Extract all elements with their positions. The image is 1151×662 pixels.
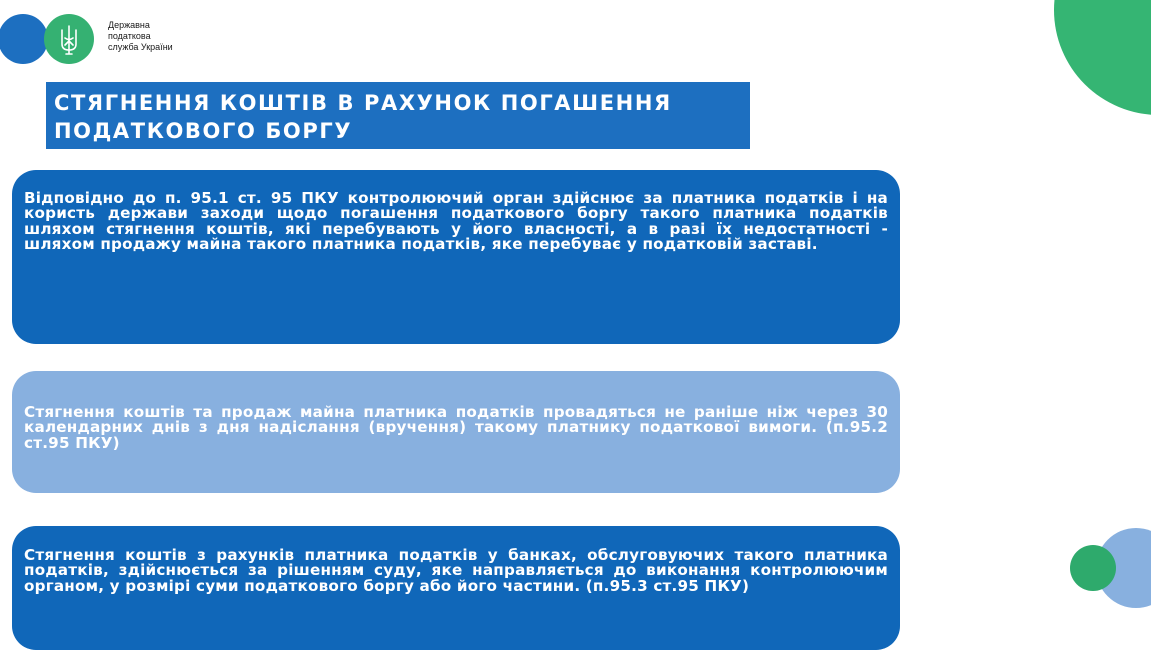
logo-text-line-3: служба України (108, 42, 173, 52)
info-card-3 (12, 526, 900, 650)
page-title-line-1: СТЯГНЕННЯ КОШТІВ В РАХУНОК ПОГАШЕННЯ (54, 91, 672, 115)
page-title (46, 82, 750, 149)
info-card-2 (12, 371, 900, 493)
info-card-3-text: Стягнення коштів з рахунків платника податків у банках, обслуговуючих такого платника податків, здійснюється за рішенням суду, яке направляється до виконання контролюючим органом, у розмірі суми податкового боргу або його частини. (п.95.3 ст.95 ПКУ) (24, 546, 888, 595)
decorative-circle-top-right (1054, 0, 1151, 115)
info-card-2-text: Стягнення коштів та продаж майна платника податків провадяться не раніше ніж через 30 календарних днів з дня надіслання (вручення) такому платнику податкової вимоги. (п.95.2 ст.95 ПКУ) (24, 403, 888, 452)
decorative-circle-green-bottom-right (1070, 545, 1116, 591)
info-card-1-text: Відповідно до п. 95.1 ст. 95 ПКУ контролюючий орган здійснює за платника податків і на користь держави заходи щодо погашення податкового боргу такого платника податків шляхом стягнення коштів, які перебувають у його власності, а в разі їх недостатності - шляхом продажу майна такого платника податків, яке перебуває у податковій заставі. (24, 189, 888, 253)
page-title-line-2: ПОДАТКОВОГО БОРГУ (54, 119, 353, 143)
info-card-1 (12, 170, 900, 344)
logo-text-line-1: Державна (108, 20, 150, 30)
trident-icon (44, 14, 94, 64)
logo-text (108, 20, 173, 53)
logo-circle-blue (0, 14, 48, 64)
logo-text-line-2: податкова (108, 31, 151, 41)
